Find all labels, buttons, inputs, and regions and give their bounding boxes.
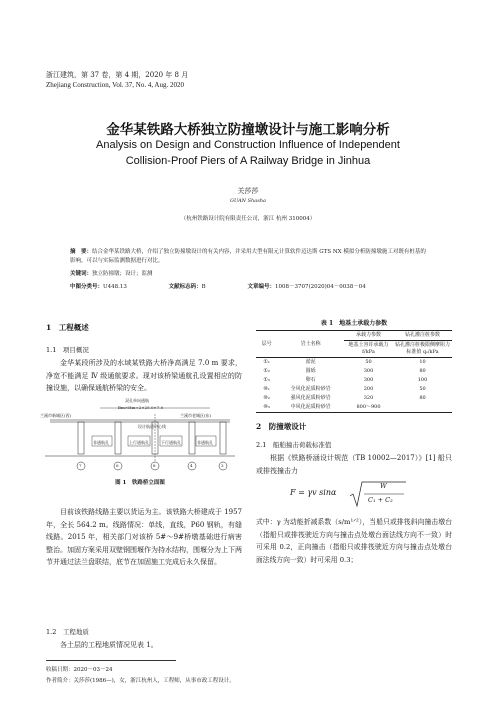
pier-label-3: 8 [153,463,156,468]
table-row [256,394,452,403]
table-row [256,376,452,385]
soil-parameter-table [256,330,452,413]
label-nav3: 下行通航孔 [161,440,181,445]
keywords-text: 独立防撞墩；设计；监测 [92,271,153,277]
section1-heading: 1 工程概述 [46,323,89,332]
table-cell-layer: ⑩₁ [263,386,270,392]
clc-label: 中图分类号： [70,284,104,290]
table1-title: 表 1 地基土承载力参数 [320,320,388,327]
section1-1-paragraph: 金华某段所涉及的水域某铁路大桥净高满足 7.0 m 要求，净宽不能满足 Ⅳ 级通航要求。现对该桥梁通航孔设置相应的防撞设施，以确保通航桥梁的安全。 [46,359,242,392]
art-label: 文章编号： [247,284,275,290]
label-nav2: 上行通航孔 [129,440,149,445]
formula-numerator: W [380,482,387,490]
table-row [256,367,452,376]
pier-label-1: 7 [79,463,82,468]
section2-1-heading: 2.1 船舶撞击荷载标准值 [256,441,332,449]
th-pile-sub: 钻孔灌注桩极限侧摩阻力标准值 qₛ/kPa [393,341,452,358]
table-row [256,358,452,368]
table-cell-name: 全风化泥质粉砂岩 [290,386,331,392]
table-row [256,403,452,413]
table-cell-f: 800～900 [356,404,381,410]
journal-line-zh: 浙江建筑，第 37 卷，第 4 期，2020 年 8 月 [46,71,189,79]
formula-block [290,480,430,510]
table-row [256,385,452,394]
author-name-en: GUAN Shasha [229,198,267,204]
table-cell-name: 卵石 [305,377,316,383]
table-cell-q: 100 [417,377,428,383]
table-cell-q [393,403,452,413]
label-right-bank: 兰溪市老城区(东) [180,413,212,418]
table-cell-f: 50 [365,359,372,365]
label-nav4: 非通航孔 [197,440,213,445]
doc-label: 文献标志码： [168,284,202,290]
label-nav1: 非通航孔 [93,440,109,445]
table-cell-f: 320 [363,395,374,401]
table-cell-layer: ①₂ [263,368,270,374]
label-span: 双孔单向通航 [125,398,149,403]
th-bearing-sub: 地基土容许承载力 f/kPa [344,341,393,358]
section1-2-heading: 1.2 工程地质 [46,628,89,636]
keywords [70,269,153,277]
th-bearing-group: 承载力参数 [344,331,393,341]
table1 [256,330,452,413]
section1-2-paragraph: 各土层的工程地质情况见表 1。 [60,641,158,649]
table-cell-f: 200 [363,386,374,392]
formula-denominator: C₁ + C₂ [368,496,393,504]
table-cell-q: 80 [419,368,426,374]
pier-label-4: 4 [190,463,193,468]
doc-value: B [201,284,206,290]
abstract [70,248,430,266]
table-cell-layer: ⑩₃ [263,404,270,410]
pier-label-5: 3 [221,463,224,468]
paper-title-en [0,137,496,169]
figure1-diagram [40,400,240,490]
formula-lhs: F = γv sinα [290,488,337,497]
table-cell-f: 300 [363,368,374,374]
classification-line [70,282,406,290]
abstract-text: 结合金华某铁路大桥，介绍了独立防撞墩设计的有关内容，并采用大型有限元计算软件迈达斯 GTS NX 模拟分析防撞墩施工对既有桩基的影响，可以与实际监测数据进行对比。 [70,249,426,264]
table-cell-f: 300 [363,377,374,383]
journal-header [46,70,188,90]
section2-heading: 2 防撞墩设计 [256,422,307,431]
art-value: 1008－3707(2020)04－0038－04 [274,284,366,290]
table-cell-q: 10 [419,359,426,365]
title-en-line1: Analysis on Design and Construction Influence of Independent [96,139,400,151]
table-cell-layer: ①₃ [263,377,270,383]
section1-1-heading: 1.1 项目概况 [46,346,89,354]
table-cell-layer: ①₁ [263,359,270,365]
abstract-label: 摘 要： [70,249,93,255]
clc-value: U448.13 [103,284,127,290]
table1-body [256,358,452,413]
journal-line-en: Zhejiang Construction, Vol. 37, No. 4, Aug. 2020 [46,81,184,89]
th-pile-group: 钻孔灌注桩参数 [393,331,452,341]
author-bio: 作者简介：关莎莎(1986—)，女，浙江杭州人，工程师，从事市政工程设计。 [46,678,235,684]
figure1-caption: 图 1 铁路桥立面图 [115,480,165,486]
table-cell-q: 80 [419,395,426,401]
table-cell-name: 中风化泥质粉砂岩 [290,404,331,410]
table-cell-layer: ⑩₂ [263,395,270,401]
author-name-zh: 关莎莎 [237,187,259,195]
received-date: 收稿日期：2020－03－24 [46,667,113,673]
section1-1-paragraph-2: 目前该铁路线路主要以货运为主。该铁路大桥建成于 1957 年，全长 564.2 m。线路情况：单线，直线，P60 钢轨，有缝线路。2015 年，相关部门对该桥 5#～9#桥墩基础进行病害整治。加固方案采用双壁钢围堰作为持水结构，围堰分为上下两节并通过法兰盘联结，底节在加固施工完成后永久保留。 [46,508,242,566]
title-en-line2: Collision-Proof Piers of A Railway Bridge in Jinhua [125,155,371,167]
affiliation: （杭州铁路设计院有限责任公司，浙江 杭州 310004） [180,216,316,222]
th-name: 岩土名称 [277,331,344,358]
table-cell-q: 50 [419,386,426,392]
label-span-dim: Bm×Hm=2×25.0×7.0 [118,405,164,410]
section2-1-paragraph-2: 式中：γ 为动能折减系数（s/m¹ᐟ²），当船只或排筏斜向撞击墩台（指船只或排筏驶近方向与撞击点处墩台面法线方向不一致）时可采用 0.2，正向撞击（指船只或排筏驶近方向与撞击点处墩台面法线方向一致）时可采用 0.3； [256,518,452,564]
label-left-bank: 兰溪市新城区(西) [40,413,72,418]
keywords-label: 关键词： [70,271,93,277]
sqrt-symbol [348,480,408,510]
paper-title-zh: 金华某铁路大桥独立防撞墩设计与施工影响分析 [106,122,390,138]
th-layer: 层号 [256,331,277,358]
table-cell-name: 淤泥 [305,359,316,365]
footer-rule [46,660,176,661]
table-cell-name: 圆砾 [305,368,316,374]
section2-1-paragraph: 根据《铁路桥涵设计规范（TB 10002—2017）》[1] 船只或排筏撞击力 [256,454,452,475]
table-cell-name: 强风化泥质粉砂岩 [290,395,331,401]
label-center-line: 设计航道中心线 [138,424,166,429]
pier-label-2: 6 [116,463,119,468]
